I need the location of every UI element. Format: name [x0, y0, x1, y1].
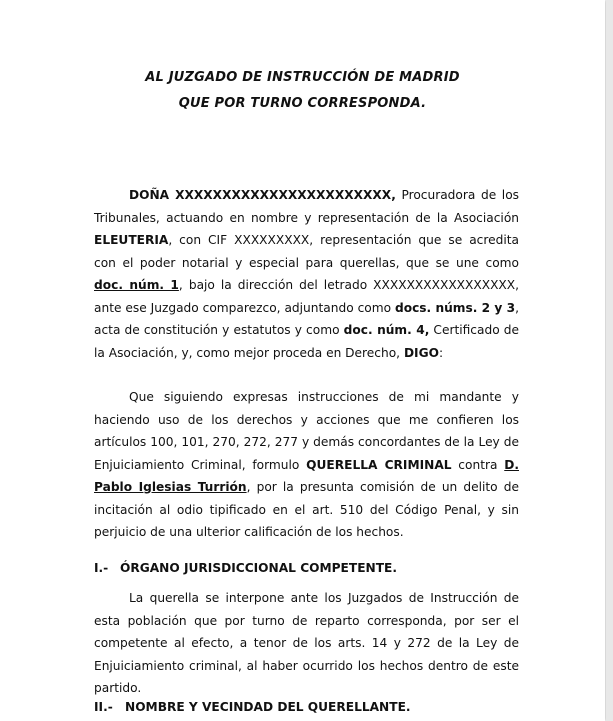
section-1-number: I.- — [94, 561, 109, 575]
intro-text-2: , con CIF XXXXXXXXX, representación que se acredita con el poder notarial y especial para querellas, que se une como — [94, 233, 519, 270]
intro-paragraph — [94, 184, 519, 364]
section-1-text: La querella se interpone ante los Juzgados de Instrucción de esta población que por turno de reparto corresponda, por ser el competente al efecto, a tenor de los arts. 14 y 272 de la Ley de Enjuiciamiento criminal, al haber ocurrido los hechos dentro de este partido. — [94, 591, 519, 695]
procuradora-name: DOÑA XXXXXXXXXXXXXXXXXXXXXXX, — [129, 188, 396, 202]
body-text-1: Que siguiendo expresas instrucciones de mi mandante y haciendo uso de los derechos y acciones que me confieren los artículos 100, 101, 270, 272, 277 y demás concordantes de la Ley de Enjuiciamiento Criminal, formulo — [94, 390, 519, 472]
heading-line-1: AL JUZGADO DE INSTRUCCIÓN DE MADRID — [145, 70, 460, 85]
intro-text-3: , bajo la dirección del letrado XXXXXXXXXXXXXXXXX, ante ese Juzgado comparezco, adjuntando como — [94, 278, 519, 315]
intro-text-6: : — [438, 345, 444, 360]
section-1-title: ÓRGANO JURISDICCIONAL COMPETENTE. — [120, 561, 397, 575]
body-text-3: , por la presunta comisión de un delito de incitación al odio tipificado en el art. 510 del Código Penal, y sin perjuicio de una ulterior calificación de los hechos. — [94, 480, 519, 539]
heading-line-2: QUE POR TURNO CORRESPONDA. — [178, 96, 427, 111]
viewer-gutter — [606, 0, 613, 721]
body-text-2: contra — [451, 457, 505, 472]
section-2-title: NOMBRE Y VECINDAD DEL QUERELLANTE. — [125, 700, 411, 714]
section-1-heading — [94, 561, 397, 575]
intro-text-1: Procuradora de los Tribunales, actuando en nombre y representación de la Asociación — [94, 188, 519, 225]
digo-word: DIGO — [403, 345, 439, 360]
section-2-number: II.- — [94, 700, 113, 714]
intro-text-4: , acta de constitución y estatutos y como — [94, 300, 519, 337]
intro-text-5: Certificado de la Asociación, y, como mejor proceda en Derecho, — [94, 323, 519, 360]
section-1-paragraph — [94, 587, 519, 700]
doc-ref-4: doc. núm. 4, — [343, 323, 430, 337]
querella-label: QUERELLA CRIMINAL — [306, 457, 452, 472]
section-2-heading — [94, 700, 411, 714]
doc-ref-1: doc. núm. 1 — [94, 278, 179, 292]
querella-paragraph — [94, 386, 519, 544]
defendant-name: D. Pablo Iglesias Turrión — [94, 457, 519, 494]
association-name: ELEUTERIA — [94, 233, 169, 247]
doc-ref-2-3: docs. núms. 2 y 3 — [394, 300, 516, 315]
